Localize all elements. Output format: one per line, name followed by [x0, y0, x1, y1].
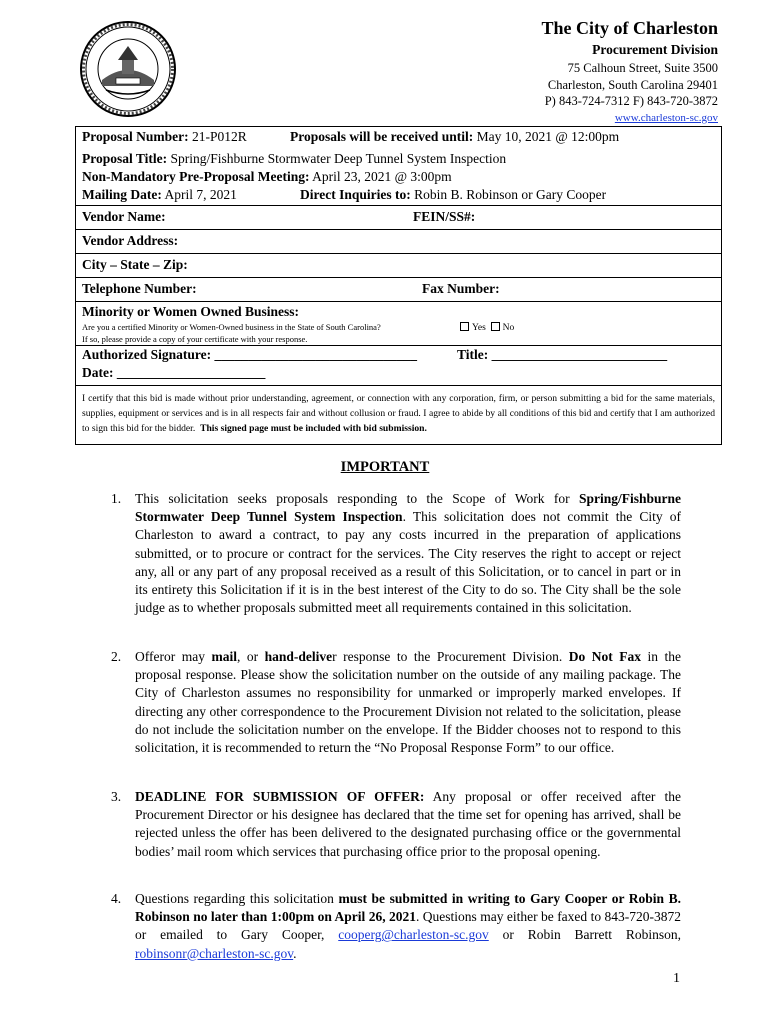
- certification-text: [82, 391, 715, 437]
- item-number: 1.: [111, 491, 122, 506]
- item-number: 2.: [111, 649, 122, 664]
- fax-label[interactable]: Fax Number:: [422, 281, 500, 296]
- list-item: [111, 788, 681, 861]
- inquiries-label: Direct Inquiries to:: [300, 187, 411, 202]
- mwbe-label: Minority or Women Owned Business:: [82, 304, 300, 319]
- item-text: Any proposal or offer received after the Procurement Director or his designee has declared that the time set for opening has arrived, shall be rejected unless the offer has been delivered to the designated purchasing office or the governmental bodies’ mail room which services that purchasing office prior to the proposal opening.: [135, 789, 681, 859]
- item-text: , or: [236, 649, 265, 664]
- item-bold-text: DEADLINE FOR SUBMISSION OF OFFER:: [135, 789, 425, 804]
- website-link[interactable]: www.charleston-sc.gov: [614, 111, 718, 124]
- letterhead: [542, 16, 719, 126]
- proposal-number-value: 21-P012R: [192, 129, 247, 144]
- mwbe-copy-note: If so, please provide a copy of your certificate with your response.: [82, 334, 308, 344]
- item-bold-text: hand-delive: [264, 649, 333, 664]
- list-item: [111, 890, 681, 963]
- meeting-row: [82, 169, 452, 185]
- item-number: 4.: [111, 891, 122, 906]
- divider: [76, 229, 721, 230]
- mailing-date-row: [82, 187, 237, 203]
- item-text: r response to the Procurement Division.: [332, 649, 569, 664]
- item-text: . Questions may either be faxed to 843-720-3872 or emailed to Gary Cooper,: [135, 909, 681, 943]
- city-seal-logo: [78, 20, 178, 118]
- received-label: Proposals will be received until:: [290, 129, 474, 144]
- certify-statement: I certify that this bid is made without prior understanding, agreement, or connection with any corporation, firm, or person submitting a bid for the same materials, supplies, equipment or services and is in all respects fair and without collusion or fraud. I agree to abide by all conditions of this bid and certify that I am authorized to sign this bid for the bidder.: [82, 393, 715, 435]
- important-heading: IMPORTANT: [340, 459, 430, 475]
- item-bold-text: mail: [211, 649, 237, 664]
- fein-label[interactable]: FEIN/SS#:: [413, 209, 476, 224]
- division-name: Procurement Division: [592, 42, 718, 57]
- list-item: [111, 648, 681, 757]
- proposal-title-label: Proposal Title:: [82, 151, 168, 166]
- no-label: No: [502, 323, 515, 333]
- proposal-number-row: [82, 129, 247, 145]
- divider: [76, 205, 721, 206]
- item-bold-text: Spring/Fishburne Stormwater Deep Tunnel System Inspection: [135, 491, 681, 525]
- vendor-name-label[interactable]: Vendor Name:: [82, 209, 166, 224]
- inquiries-row: [300, 187, 606, 203]
- item-text: . This solicitation does not commit the City of Charleston to award a contract, to pay any costs incurred in the preparation of applications submitted, or to procure or contract for the services. The City reserves the right to accept or reject any, all or any part of any proposal received as a result of this Solicitation, or to cancel in part or in its entirety this Solicitation if it is in the best interest of the City to do so. The City shall be the sole judge as to whether proposals submitted meet all requirements contained in this solicitation.: [135, 509, 682, 616]
- mwbe-question: Are you a certified Minority or Women-Owned business in the State of South Carolina?: [82, 322, 381, 332]
- received-until-row: [290, 129, 619, 145]
- mailing-value: April 7, 2021: [164, 187, 237, 202]
- divider: [76, 301, 721, 302]
- divider: [76, 277, 721, 278]
- robinson-email-link[interactable]: robinsonr@charleston-sc.gov: [135, 945, 294, 961]
- item-text: Offeror may: [135, 649, 212, 664]
- item-text: or Robin Barrett Robinson,: [488, 927, 681, 943]
- telephone-label[interactable]: Telephone Number:: [82, 281, 197, 296]
- item-number: 3.: [111, 789, 122, 804]
- certify-required-note: This signed page must be included with bid submission.: [200, 423, 427, 435]
- city-state-zip-label[interactable]: City – State – Zip:: [82, 257, 188, 272]
- divider: [76, 345, 721, 346]
- phone-fax-line: P) 843-724-7312 F) 843-720-3872: [544, 94, 718, 108]
- item-text: .: [293, 945, 297, 961]
- item-text: in the proposal response. Please show the solicitation number on the outside of any mailing package. The City of Charleston assumes no responsibility for unmarked or improperly marked envelopes. If directing any other correspondence to the Procurement Division not related to the solicitation, please do not include the solicitation number on the envelope. If the Bidder chooses not to respond to this solicitation, it is recommended to return the “No Proposal Response Form” to our office.: [135, 649, 681, 756]
- meeting-label: Non-Mandatory Pre-Proposal Meeting:: [82, 169, 310, 184]
- list-item: [111, 490, 681, 617]
- divider: [76, 385, 721, 386]
- yes-label: Yes: [472, 323, 486, 333]
- item-bold-text: must be submitted in writing to Gary Cooper or Robin B. Robinson no later than 1:00pm on April 26, 2021: [135, 891, 681, 925]
- address-line-1: 75 Calhoun Street, Suite 3500: [567, 61, 718, 75]
- no-checkbox[interactable]: [491, 322, 500, 331]
- authorized-signature-field[interactable]: Authorized Signature: ______________________________: [82, 347, 418, 362]
- proposal-title-value: Spring/Fishburne Stormwater Deep Tunnel System Inspection: [170, 151, 507, 166]
- vendor-address-label[interactable]: Vendor Address:: [82, 233, 179, 248]
- proposal-form-box: [75, 126, 722, 445]
- cooper-email-link[interactable]: cooperg@charleston-sc.gov: [338, 927, 489, 943]
- page-number: 1: [673, 971, 680, 986]
- proposal-title-row: [82, 151, 506, 167]
- divider: [76, 253, 721, 254]
- inquiries-value: Robin B. Robinson or Gary Cooper: [414, 187, 607, 202]
- city-name: The City of Charleston: [541, 18, 718, 38]
- address-line-2: Charleston, South Carolina 29401: [547, 77, 718, 92]
- signature-title-field[interactable]: Title: __________________________: [457, 347, 668, 362]
- yes-checkbox[interactable]: [460, 322, 469, 331]
- meeting-value: April 23, 2021 @ 3:00pm: [312, 169, 452, 184]
- item-text: Questions regarding this solicitation: [135, 891, 339, 906]
- received-value: May 10, 2021 @ 12:00pm: [476, 129, 620, 144]
- proposal-number-label: Proposal Number:: [82, 129, 189, 144]
- item-text: This solicitation seeks proposals responding to the Scope of Work for: [135, 491, 579, 506]
- mwbe-options: [460, 322, 514, 333]
- item-bold-text: Do Not Fax: [568, 649, 641, 664]
- mailing-label: Mailing Date:: [82, 187, 162, 202]
- date-field[interactable]: Date: ______________________: [82, 365, 266, 380]
